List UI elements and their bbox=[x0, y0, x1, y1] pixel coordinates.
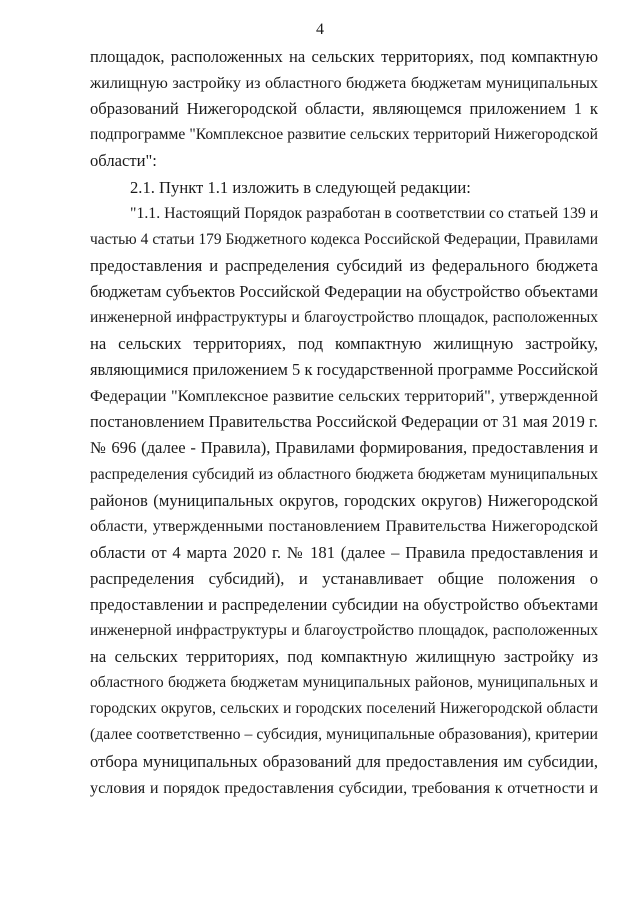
text-line: на сельских территориях, под компактную жилищную застройку из bbox=[90, 647, 598, 667]
text-line: подпрограмме "Комплексное развитие сельских территорий Нижегородской bbox=[90, 126, 598, 144]
text-line: жилищную застройку из областного бюджета бюджетам муниципальных bbox=[90, 74, 598, 93]
text-line: области от 4 марта 2020 г. № 181 (далее – Правила предоставления и bbox=[90, 542, 598, 562]
text-line: бюджетам субъектов Российской Федерации на обустройство объектами bbox=[90, 281, 598, 301]
text-line: распределения субсидий), и устанавливает общие положения о bbox=[90, 568, 598, 588]
page-number: 4 bbox=[316, 21, 324, 38]
text-line: условия и порядок предоставления субсидии, требования к отчетности и bbox=[90, 778, 598, 797]
text-line: образований Нижегородской области, являющемся приложением 1 к bbox=[90, 99, 598, 119]
text-line: распределения субсидий из областного бюджета бюджетам муниципальных bbox=[90, 465, 598, 483]
text-line: Федерации "Комплексное развитие сельских территорий", утвержденной bbox=[90, 387, 598, 406]
text-line: области, утвержденными постановлением Правительства Нижегородской bbox=[90, 517, 598, 535]
text-line: районов (муниципальных округов, городских округов) Нижегородской bbox=[90, 490, 598, 510]
paragraph-continuation bbox=[90, 44, 598, 174]
text-line: предоставления и распределения субсидий из федерального бюджета bbox=[90, 255, 598, 275]
text-line: (далее соответственно – субсидия, муниципальные образования), критерии bbox=[90, 726, 598, 744]
paragraph-clause-2-1 bbox=[90, 175, 598, 201]
text-line: частью 4 статьи 179 Бюджетного кодекса Российской Федерации, Правилами bbox=[90, 230, 598, 248]
text-line: № 696 (далее - Правила), Правилами формирования, предоставления и bbox=[90, 438, 598, 458]
text-line: инженерной инфраструктуры и благоустройство площадок, расположенных bbox=[90, 308, 598, 326]
text-line: "1.1. Настоящий Порядок разработан в соответствии со статьей 139 и bbox=[130, 204, 599, 222]
text-line: на сельских территориях, под компактную жилищную застройку, bbox=[90, 334, 598, 354]
text-line: области": bbox=[90, 151, 157, 171]
text-line: областного бюджета бюджетам муниципальных районов, муниципальных и bbox=[90, 674, 598, 692]
text-line: 2.1. Пункт 1.1 изложить в следующей редакции: bbox=[130, 177, 471, 197]
text-line: площадок, расположенных на сельских территориях, под компактную bbox=[90, 47, 598, 66]
paragraph-clause-1-1 bbox=[90, 201, 598, 801]
text-line: отбора муниципальных образований для предоставления им субсидии, bbox=[90, 751, 598, 771]
text-line: инженерной инфраструктуры и благоустройство площадок, расположенных bbox=[90, 622, 598, 640]
text-line: предоставлении и распределении субсидии на обустройство объектами bbox=[90, 595, 598, 614]
text-line: постановлением Правительства Российской Федерации от 31 мая 2019 г. bbox=[90, 412, 598, 432]
text-line: городских округов, сельских и городских поселений Нижегородской области bbox=[90, 700, 598, 718]
text-line: являющимися приложением 5 к государственной программе Российской bbox=[90, 360, 598, 380]
